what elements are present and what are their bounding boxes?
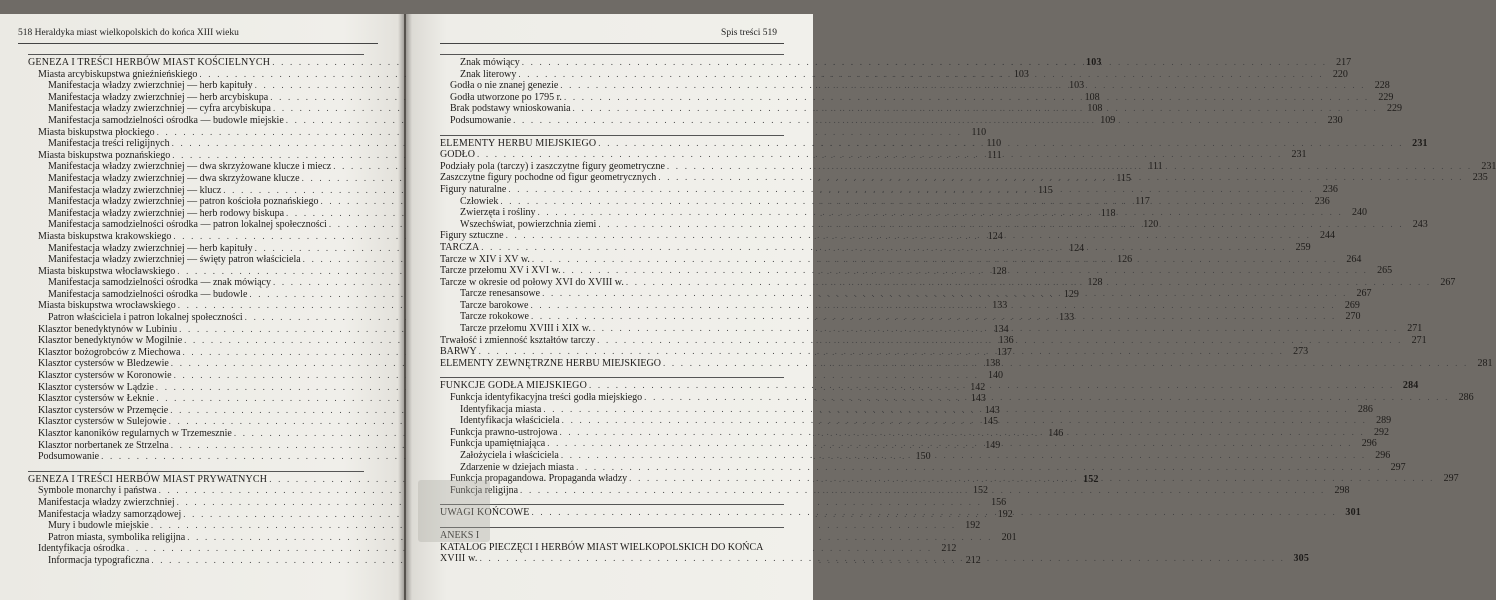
- toc-page-number: 103: [1069, 80, 1085, 92]
- toc-page-number: 108: [1087, 103, 1103, 115]
- toc-page-number: 267: [1440, 276, 1456, 288]
- toc-page-number: 109: [1100, 114, 1116, 126]
- toc-leader-dots: [530, 300, 1335, 312]
- toc-entry-title: Manifestacja władzy zwierzchniej — herb kapituły: [48, 80, 253, 92]
- toc-entry-title: Trwałość i zmienność kształtów tarczy: [440, 334, 596, 346]
- toc-page-number: 110: [986, 138, 1002, 150]
- toc-leader-dots: [658, 172, 1463, 184]
- toc-page-number: 143: [984, 404, 1000, 416]
- toc-leader-dots: [506, 230, 1311, 242]
- toc-entry-title: ELEMENTY HERBU MIEJSKIEGO: [440, 137, 597, 149]
- toc-page-number: 192: [997, 508, 1013, 520]
- left-running-head: 518 Heraldyka miast wielkopolskich do końca XIII wieku: [18, 28, 239, 38]
- toc-page-number: 269: [1344, 299, 1360, 311]
- toc-entry-title: Tarcze przełomu XV i XVI w.: [440, 265, 561, 277]
- toc-page-number: 236: [1314, 195, 1330, 207]
- toc-page-number: 296: [1375, 450, 1391, 461]
- toc-page-number: 143: [970, 393, 986, 405]
- toc-page-number: 110: [971, 126, 987, 138]
- toc-page-number: 267: [1356, 288, 1372, 300]
- toc-entry-title: Manifestacja władzy zwierzchniej — cyfra arcybiskupa: [48, 103, 271, 115]
- toc-entry-title: Identyfikacja miasta: [460, 403, 542, 415]
- toc-page-number: 235: [1472, 172, 1488, 184]
- toc-entry-title: Klasztor cystersów w Łeknie: [38, 393, 155, 405]
- left-header-rule: [18, 43, 378, 44]
- toc-entry: [28, 126, 987, 139]
- toc-page-number: 273: [1293, 346, 1309, 358]
- toc-entry-title: Klasztor benedyktynów w Lubiniu: [38, 323, 178, 335]
- toc-leader-dots: [477, 149, 1282, 161]
- toc-entry-title: Funkcja prawno-ustrojowa: [450, 426, 558, 438]
- toc-page-number: 270: [1345, 311, 1361, 323]
- toc-page-number: 118: [1100, 207, 1116, 219]
- toc-leader-dots: [564, 92, 1369, 104]
- toc-page-number: 231: [1412, 137, 1428, 149]
- aneks-title-continued: XVIII w.: [440, 553, 478, 565]
- toc-page-number: 281: [1477, 357, 1493, 369]
- toc-entry-title: Manifestacja samodzielności ośrodka — budowle miejskie: [48, 114, 284, 126]
- toc-leader-dots: [518, 69, 1323, 81]
- toc-page-number: 244: [1320, 230, 1336, 242]
- toc-entry-title: Miasta biskupstwa płockiego: [38, 126, 155, 138]
- toc-entry-title: Identyfikacja właściciela: [460, 415, 560, 427]
- toc-entry-title: Miasta biskupstwa poznańskiego: [38, 149, 171, 161]
- book-gutter: [398, 14, 412, 600]
- toc-page-number: 289: [1376, 415, 1392, 427]
- toc-leader-dots: [663, 358, 1468, 370]
- toc-page-number: 103: [1086, 57, 1102, 68]
- toc-page-number: 201: [1001, 531, 1017, 543]
- toc-leader-dots: [667, 161, 1472, 173]
- toc-entry-title: Podziały pola (tarczy) i zaszczytne figury geometryczne: [440, 160, 665, 172]
- toc-entry: [28, 496, 1007, 509]
- toc-entry-title: Patron miasta, symbolika religijna: [48, 531, 186, 543]
- toc-leader-dots: [513, 115, 1318, 127]
- toc-entry-title: Tarcze przełomu XVIII i XIX w.: [460, 323, 591, 335]
- toc-leader-dots: [522, 57, 1327, 69]
- toc-page-number: 126: [1117, 254, 1133, 266]
- toc-page-number: 229: [1387, 103, 1402, 115]
- toc-page-number: 115: [1116, 172, 1132, 184]
- toc-page-number: 265: [1377, 265, 1393, 277]
- toc-leader-dots: [520, 485, 1325, 497]
- toc-entry-title: UWAGI KOŃCOWE: [440, 507, 530, 519]
- toc-page-number: 243: [1412, 218, 1428, 230]
- toc-entry-title: Miasta biskupstwa wrocławskiego: [38, 300, 176, 312]
- section-gap: [440, 127, 784, 135]
- toc-entry-title: TARCZA: [440, 241, 480, 253]
- toc-entry-title: Klasztor kanoników regularnych w Trzemesznie: [38, 428, 232, 439]
- toc-leader-dots: [593, 323, 1398, 335]
- toc-entry-title: Manifestacja władzy zwierzchniej — herb kapituły: [48, 242, 253, 254]
- toc-page-number: 231: [1291, 149, 1307, 161]
- toc-page-number: 230: [1327, 114, 1343, 126]
- toc-entry-title: Zwierzęta i rośliny: [460, 207, 536, 219]
- toc-page-number: 146: [1048, 428, 1064, 439]
- toc-leader-dots: [589, 380, 1394, 392]
- toc-page-number: 124: [1069, 242, 1085, 254]
- toc-page-number: 271: [1407, 323, 1423, 335]
- toc-page-number: 271: [1411, 334, 1427, 346]
- toc-entry-title: Zaszczytne figury pochodne od figur geometrycznych: [440, 172, 657, 184]
- toc-page-number: 220: [1332, 68, 1348, 80]
- toc-page-number: 286: [1357, 403, 1373, 415]
- toc-page-number: 152: [1083, 473, 1099, 485]
- toc-entry-title: Zdarzenie w dziejach miasta: [460, 461, 575, 473]
- toc-page-number: 286: [1458, 392, 1474, 404]
- toc-entry-title: GENEZA I TREŚCI HERBÓW MIAST PRYWATNYCH: [28, 473, 268, 485]
- toc-page-number: 212: [941, 543, 957, 555]
- toc-entry-title: Tarcze barokowe: [460, 299, 529, 311]
- toc-page-number: 111: [987, 149, 1002, 161]
- toc-page-number: 156: [991, 496, 1007, 508]
- toc-entry-title: Symbole monarchy i państwa: [38, 485, 157, 497]
- toc-entry-title: Informacja typograficzna: [48, 554, 150, 566]
- toc-page-number: 297: [1390, 461, 1406, 473]
- toc-leader-dots: [559, 427, 1364, 439]
- toc-leader-dots: [542, 288, 1347, 300]
- right-header-rule: [440, 43, 784, 44]
- toc-leader-dots: [626, 277, 1431, 289]
- toc-entry-title: Manifestacja władzy zwierzchniej — dwa skrzyżowane klucze i miecz: [48, 161, 332, 173]
- toc-page-number: 128: [1087, 277, 1103, 289]
- toc-entry-title: Manifestacja władzy zwierzchniej — klucz: [48, 184, 222, 196]
- toc-leader-dots: [480, 553, 1285, 565]
- toc-entry-title: Manifestacja władzy zwierzchniej — patron kościoła poznańskiego: [48, 196, 319, 208]
- toc-page-number: 133: [992, 300, 1008, 312]
- toc-entry-title: Podsumowanie: [450, 114, 512, 126]
- toc-leader-dots: [532, 254, 1337, 266]
- toc-leader-dots: [573, 103, 1378, 115]
- toc-page-number: 284: [1402, 380, 1419, 392]
- toc-entry-title: Wszechświat, powierzchnia ziemi: [460, 218, 597, 230]
- toc-page-number: 298: [1334, 484, 1350, 496]
- toc-page-number: 120: [1143, 219, 1159, 231]
- toc-entry-title: Klasztor cystersów w Lądzie: [38, 381, 154, 393]
- aneks-page-number: 305: [1293, 553, 1310, 565]
- toc-leader-dots: [562, 415, 1367, 427]
- toc-leader-dots: [481, 242, 1286, 254]
- toc-entry-title: Miasta arcybiskupstwa gnieźnieńskiego: [38, 68, 198, 80]
- toc-entry-title: Klasztor norbertanek ze Strzelna: [38, 439, 169, 451]
- toc-page-number: 137: [996, 346, 1012, 358]
- section-gap: [28, 463, 364, 471]
- toc-leader-dots: [532, 507, 1337, 519]
- toc-page-number: 228: [1374, 80, 1390, 92]
- toc-page-number: 240: [1351, 207, 1367, 219]
- toc-page-number: 103: [1013, 68, 1029, 80]
- toc-page-number: 217: [1336, 57, 1352, 68]
- toc-leader-dots: [563, 265, 1368, 277]
- section-gap: [440, 519, 784, 527]
- toc-entry-title: Manifestacja władzy zwierzchniej — dwa skrzyżowane klucze: [48, 172, 300, 184]
- toc-entry-title: Klasztor cystersów w Przemęcie: [38, 404, 169, 416]
- toc-entry-title: Manifestacja samodzielności ośrodka — budowle: [48, 288, 248, 300]
- aneks-title: KATALOG PIECZĘCI I HERBÓW MIAST WIELKOPOLSKICH DO KOŃCA: [440, 541, 764, 553]
- toc-page-number: 301: [1345, 507, 1361, 519]
- toc-entry-title: Manifestacja samodzielności ośrodka — znak mówiący: [48, 277, 271, 289]
- toc-entry-title: Identyfikacja ośrodka: [38, 543, 125, 555]
- toc-page-number: 124: [987, 230, 1003, 242]
- toc-entry-title: Mury i budowle miejskie: [48, 520, 149, 532]
- toc-page-number: 231: [1481, 160, 1496, 172]
- toc-entry-title: Manifestacja władzy zwierzchniej — herb arcybiskupa: [48, 91, 269, 103]
- toc-leader-dots: [598, 138, 1403, 150]
- right-running-head: Spis treści 519: [721, 28, 777, 38]
- toc-entry-title: Miasta biskupstwa krakowskiego: [38, 230, 172, 242]
- toc-entry-title: GENEZA I TREŚCI HERBÓW MIAST KOŚCIELNYCH: [28, 57, 271, 68]
- toc-entry-title: Manifestacja władzy zwierzchniej — święty patron właściciela: [48, 254, 301, 266]
- toc-leader-dots: [576, 462, 1381, 474]
- toc-page-number: 108: [1084, 91, 1100, 103]
- toc-page-number: 134: [993, 323, 1009, 335]
- toc-page-number: 229: [1378, 91, 1394, 103]
- toc-page-number: 152: [973, 485, 989, 497]
- toc-entry-title: Klasztor cystersów w Sulejowie: [38, 416, 167, 428]
- section-gap: [440, 369, 784, 377]
- toc-entry-title: Klasztor cystersów w Koronowie: [38, 370, 172, 382]
- toc-entry-title: Klasztor cystersów w Bledzewie: [38, 358, 169, 370]
- toc-entry-title: Brak podstawy wnioskowania: [450, 103, 571, 115]
- toc-page-number: 292: [1373, 426, 1389, 438]
- toc-leader-dots: [644, 392, 1449, 404]
- toc-leader-dots: [547, 438, 1352, 450]
- toc-entry: [28, 370, 1004, 382]
- toc-page-number: 236: [1322, 183, 1338, 195]
- toc-page-number: 140: [988, 370, 1004, 382]
- toc-page-number: 138: [985, 358, 1001, 370]
- toc-page-number: 149: [985, 439, 1001, 451]
- toc-entry-title: Figury naturalne: [440, 183, 507, 195]
- toc-leader-dots: [560, 80, 1365, 92]
- toc-page-number: 264: [1346, 253, 1362, 265]
- toc-entry-title: FUNKCJE GODŁA MIEJSKIEGO: [440, 380, 588, 392]
- toc-entry-title: Funkcja propagandowa. Propaganda władzy: [450, 473, 628, 485]
- toc-page-number: 129: [1063, 288, 1079, 300]
- toc-entry-title: ELEMENTY ZEWNĘTRZNE HERBU MIEJSKIEGO: [440, 357, 661, 369]
- toc-leader-dots: [500, 196, 1305, 208]
- toc-entry-title: Figury sztuczne: [440, 230, 504, 242]
- toc-leader-dots: [629, 473, 1434, 485]
- toc-entry-title: GODŁO: [440, 149, 475, 161]
- toc-entry-title: Podsumowanie: [38, 451, 100, 463]
- toc-page-number: 111: [1148, 161, 1163, 173]
- toc-page-number: 150: [915, 451, 931, 463]
- toc-entry-title: Tarcze w okresie od połowy XVI do XVIII w.: [440, 276, 624, 288]
- toc-entry-title: Godła o nie znanej genezie: [450, 80, 559, 92]
- toc-entry-title: Znak literowy: [460, 68, 517, 80]
- toc-entry-title: Znak mówiący: [460, 57, 520, 68]
- toc-entry-title: Manifestacja władzy zwierzchniej: [38, 496, 175, 508]
- toc-page-number: 142: [970, 381, 986, 393]
- toc-entry-title: Miasta biskupstwa włocławskiego: [38, 265, 176, 277]
- toc-entry-title: Godła utworzone po 1795 r.: [450, 91, 562, 103]
- toc-page-number: 117: [1135, 196, 1150, 208]
- toc-page-number: 259: [1295, 241, 1311, 253]
- toc-entry-title: Manifestacja władzy samorządowej: [38, 508, 182, 520]
- toc-entry-title: Manifestacja treści religijnych: [48, 138, 170, 150]
- toc-entry-title: Funkcja religijna: [450, 484, 519, 496]
- toc-leader-dots: [538, 207, 1343, 219]
- library-stamp: [418, 480, 490, 542]
- toc-page-number: 133: [1059, 312, 1075, 324]
- toc-page-number: 128: [991, 265, 1007, 277]
- toc-entry-title: Funkcja identyfikacyjna treści godła miejskiego: [450, 392, 643, 404]
- toc-leader-dots: [543, 404, 1348, 416]
- toc-entry-title: BARWY: [440, 346, 477, 358]
- toc-entry-title: Manifestacja władzy zwierzchniej — herb rodowy biskupa: [48, 207, 285, 219]
- toc-page-number: 145: [983, 416, 999, 428]
- toc-leader-dots: [598, 219, 1403, 231]
- section-gap: [440, 496, 784, 504]
- toc-page-number: 297: [1443, 473, 1459, 485]
- toc-entry-title: Założyciela i właściciela: [460, 450, 559, 461]
- toc-entry-title: Funkcja upamiętniająca: [450, 438, 546, 450]
- toc-entry: [28, 520, 981, 532]
- toc-page-number: 296: [1361, 438, 1377, 450]
- toc-entry-title: Tarcze rokokowe: [460, 311, 529, 323]
- toc-leader-dots: [597, 335, 1402, 347]
- toc-entry-title: Patron właściciela i patron lokalnej społeczności: [48, 312, 243, 324]
- aneks-title-row: [440, 542, 784, 554]
- toc-entry-title: Klasztor bożogrobców z Miechowa: [38, 346, 181, 358]
- toc-leader-dots: [508, 184, 1313, 196]
- toc-leader-dots: [561, 450, 1366, 462]
- toc-leader-dots: [531, 311, 1336, 323]
- toc-entry-title: Klasztor benedyktynów w Mogilnie: [38, 335, 183, 347]
- toc-entry-title: Tarcze w XIV i XV w.: [440, 253, 530, 265]
- toc-page-number: 192: [965, 520, 981, 532]
- toc-entry: [440, 461, 1406, 474]
- toc-entry-title: Człowiek: [460, 195, 499, 207]
- toc-leader-dots: [479, 346, 1284, 358]
- toc-page-number: 212: [965, 554, 981, 566]
- toc-page-number: 136: [998, 335, 1014, 347]
- toc-entry-title: Tarcze renesansowe: [460, 288, 541, 300]
- toc-entry-title: Manifestacja samodzielności ośrodka — patron lokalnej społeczności: [48, 219, 327, 231]
- aneks-label: ANEKS I: [440, 527, 784, 542]
- toc-page-number: 115: [1038, 184, 1053, 196]
